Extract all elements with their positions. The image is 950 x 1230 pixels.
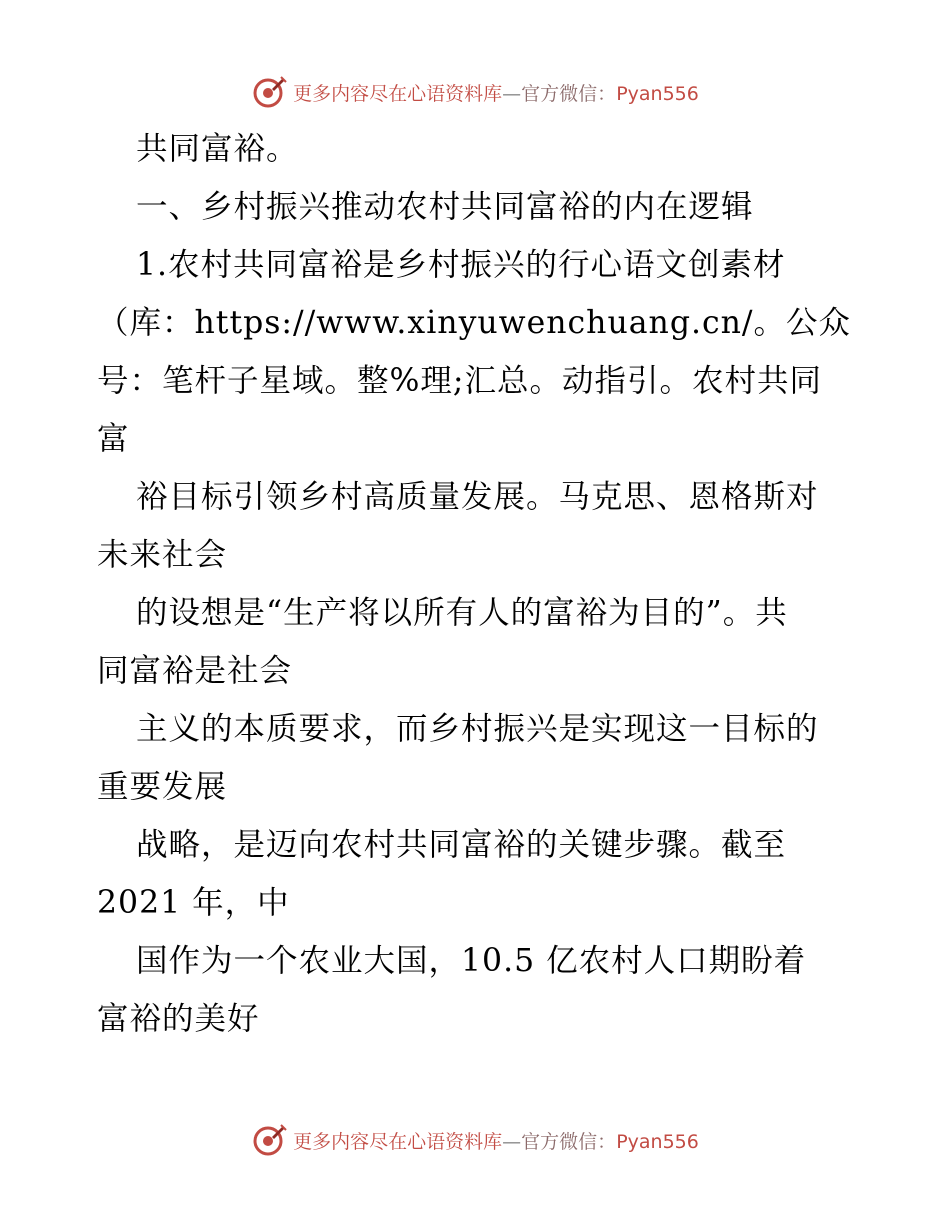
banner-wechat-id: Pyan556 [616, 82, 699, 105]
footer-banner [0, 1120, 950, 1160]
banner-dash: — [502, 82, 522, 105]
subsection-heading: 1.农村共同富裕是乡村振兴的行心语文创素材 [136, 247, 786, 283]
text-line: 的设想是“生产将以所有人的富裕为目的”。共 [136, 595, 788, 631]
text-line: 号：笔杆子星域。整%理;汇总。动指引。农村共同 [97, 363, 823, 399]
section-heading: 一、乡村振兴推动农村共同富裕的内在逻辑 [136, 189, 754, 225]
header-banner [0, 72, 950, 112]
text-line: 裕目标引领乡村高质量发展。马克思、恩格斯对 [136, 479, 819, 515]
text-line: （库：https://www.xinyuwenchuang.cn/。公众 [97, 305, 852, 341]
text-line: 主义的本质要求，而乡村振兴是实现这一目标的 [136, 711, 819, 747]
text-line: 富 [97, 421, 130, 457]
banner-site: 更多内容尽在心语资料库 [293, 1130, 503, 1153]
banner-wechat-id: Pyan556 [616, 1130, 699, 1153]
text-line: 富裕的美好 [97, 1001, 260, 1037]
text-line: 国作为一个农业大国，10.5 亿农村人口期盼着 [136, 943, 807, 979]
logo-icon [251, 74, 287, 110]
banner-dash: — [502, 1130, 522, 1153]
banner-text [293, 79, 699, 106]
text-line: 战略，是迈向农村共同富裕的关键步骤。截至 [136, 827, 787, 863]
banner-site: 更多内容尽在心语资料库 [293, 82, 503, 105]
text-line: 共同富裕。 [136, 131, 299, 167]
text-line: 重要发展 [97, 769, 228, 805]
banner-text [293, 1127, 699, 1154]
banner-wechat-label: 官方微信： [521, 1130, 617, 1153]
text-line: 同富裕是社会 [97, 653, 293, 689]
document-body [97, 120, 857, 1048]
logo-icon [251, 1122, 287, 1158]
text-line: 2021 年，中 [97, 885, 290, 921]
text-line: 未来社会 [97, 537, 228, 573]
banner-wechat-label: 官方微信： [521, 82, 617, 105]
